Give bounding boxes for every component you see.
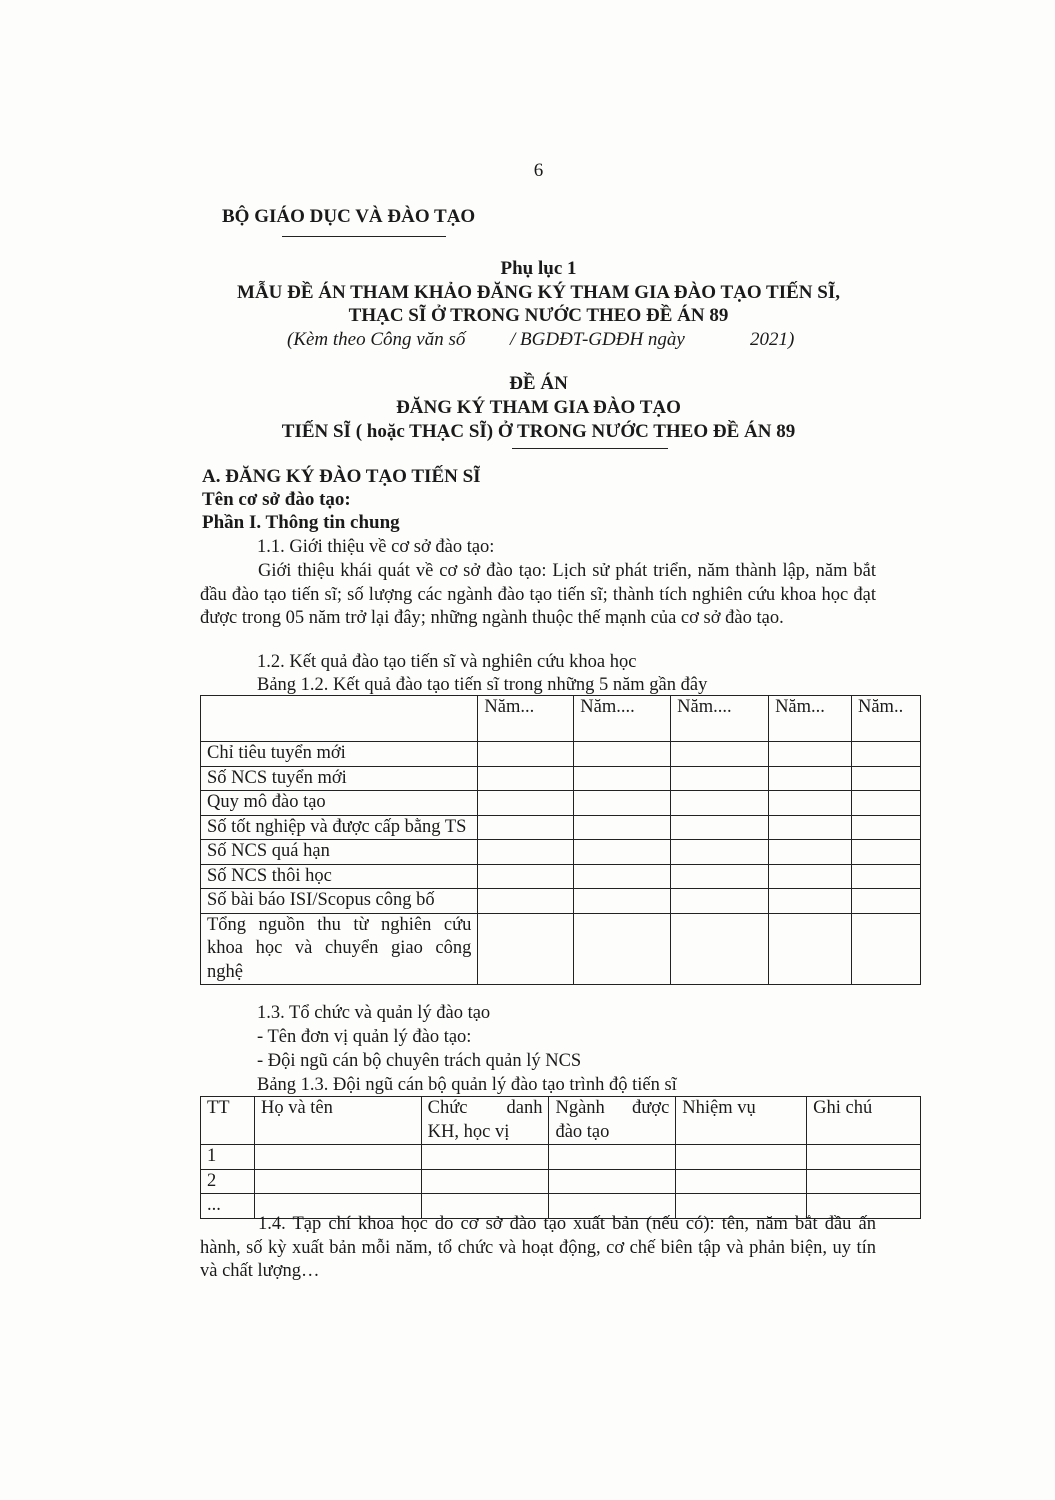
proposal-heading: ĐỀ ÁN: [509, 373, 568, 394]
header-cell: Năm....: [671, 696, 769, 742]
table-1-3-caption: Bảng 1.3. Đội ngũ cán bộ quản lý đào tạo trình độ tiến sĩ: [257, 1075, 677, 1095]
table-row: [201, 742, 921, 767]
header-cell: Năm...: [769, 696, 852, 742]
row-label: Số NCS thôi học: [201, 864, 478, 889]
header-cell: Năm...: [478, 696, 574, 742]
header-cell: TT: [201, 1097, 255, 1145]
section-a-heading: A. ĐĂNG KÝ ĐÀO TẠO TIẾN SĨ: [202, 466, 481, 487]
header-cell: Năm....: [574, 696, 671, 742]
s1-3-heading: 1.3. Tổ chức và quản lý đào tạo: [257, 1003, 491, 1023]
row-label: Tổng nguồn thu từ nghiên cứu khoa học và chuyển giao công nghệ: [201, 913, 478, 985]
appendix-title-line1: MẪU ĐỀ ÁN THAM KHẢO ĐĂNG KÝ THAM GIA ĐÀO TẠO TIẾN SĨ,: [237, 282, 840, 303]
table-row: [201, 1145, 921, 1170]
table-1-3: [200, 1096, 921, 1219]
s1-1-body: [200, 560, 876, 631]
row-index: 2: [201, 1169, 255, 1194]
appendix-label: Phụ lục 1: [500, 258, 577, 279]
table-row: [201, 791, 921, 816]
header-cell: Chức danh KH, học vị: [421, 1097, 549, 1145]
proposal-line2: ĐĂNG KÝ THAM GIA ĐÀO TẠO: [396, 397, 681, 418]
row-label: Quy mô đào tạo: [201, 791, 478, 816]
row-label: Số NCS quá hạn: [201, 840, 478, 865]
institution-label: Tên cơ sở đào tạo:: [202, 489, 351, 510]
table-row: [201, 889, 921, 914]
row-index: 1: [201, 1145, 255, 1170]
s1-3-item1: - Tên đơn vị quản lý đào tạo:: [257, 1027, 472, 1047]
s1-4-body: [200, 1213, 876, 1284]
appendix-ref-part2: / BGDĐT-GDĐH ngày: [510, 329, 685, 350]
s1-3-item2: - Đội ngũ cán bộ chuyên trách quản lý NCS: [257, 1051, 582, 1071]
table-1-2: [200, 695, 921, 985]
table-row: [201, 840, 921, 865]
header-cell: Năm..: [851, 696, 920, 742]
row-label: Số NCS tuyển mới: [201, 766, 478, 791]
header-cell: Ghi chú: [807, 1097, 921, 1145]
s1-4-body-text: 1.4. Tạp chí khoa học do cơ sở đào tạo xuất bản (nếu có): tên, năm bắt đầu ấn hành, số kỳ xuất bản mỗi năm, tổ chức và hoạt động, cơ chế biên tập và phản biện, uy tín và chất lượng…: [200, 1214, 876, 1281]
ministry-name: BỘ GIÁO DỤC VÀ ĐÀO TẠO: [222, 206, 476, 227]
table-row: [201, 864, 921, 889]
appendix-ref-part3: 2021): [750, 329, 795, 350]
table-row: [201, 1169, 921, 1194]
page-number: 6: [533, 160, 544, 181]
table-header-row: [201, 696, 921, 742]
header-cell: Họ và tên: [254, 1097, 421, 1145]
header-cell: Nhiệm vụ: [676, 1097, 807, 1145]
table-row: [201, 913, 921, 985]
row-index: ...: [201, 1194, 255, 1219]
s1-1-heading: 1.1. Giới thiệu về cơ sở đào tạo:: [257, 537, 495, 557]
appendix-ref-part1: (Kèm theo Công văn số: [287, 329, 466, 350]
row-label: Chỉ tiêu tuyển mới: [201, 742, 478, 767]
part1-heading: Phần I. Thông tin chung: [202, 512, 400, 533]
header-cell: Ngành được đào tạo: [549, 1097, 676, 1145]
proposal-line3: TIẾN SĨ ( hoặc THẠC SĨ) Ở TRONG NƯỚC THEO ĐỀ ÁN 89: [281, 421, 796, 442]
s1-1-body-text: Giới thiệu khái quát về cơ sở đào tạo: Lịch sử phát triển, năm thành lập, năm bắt đầu đào tạo tiến sĩ; số lượng các ngành đào tạo tiến sĩ; thành tích nghiên cứu khoa học đạt được trong 05 năm trở lại đây; những ngành thuộc thế mạnh của cơ sở đào tạo.: [200, 561, 876, 628]
proposal-underline: [512, 448, 668, 449]
s1-2-heading: 1.2. Kết quả đào tạo tiến sĩ và nghiên cứu khoa học: [257, 652, 637, 672]
table-row: [201, 766, 921, 791]
row-label: Số bài báo ISI/Scopus công bố: [201, 889, 478, 914]
table-header-row: [201, 1097, 921, 1145]
table-row: [201, 815, 921, 840]
table-1-2-caption: Bảng 1.2. Kết quả đào tạo tiến sĩ trong những 5 năm gần đây: [257, 675, 708, 695]
appendix-title-line2: THẠC SĨ Ở TRONG NƯỚC THEO ĐỀ ÁN 89: [348, 305, 729, 326]
row-label: Số tốt nghiệp và được cấp bằng TS: [201, 815, 478, 840]
ministry-underline: [282, 236, 446, 237]
header-cell: [201, 696, 478, 742]
